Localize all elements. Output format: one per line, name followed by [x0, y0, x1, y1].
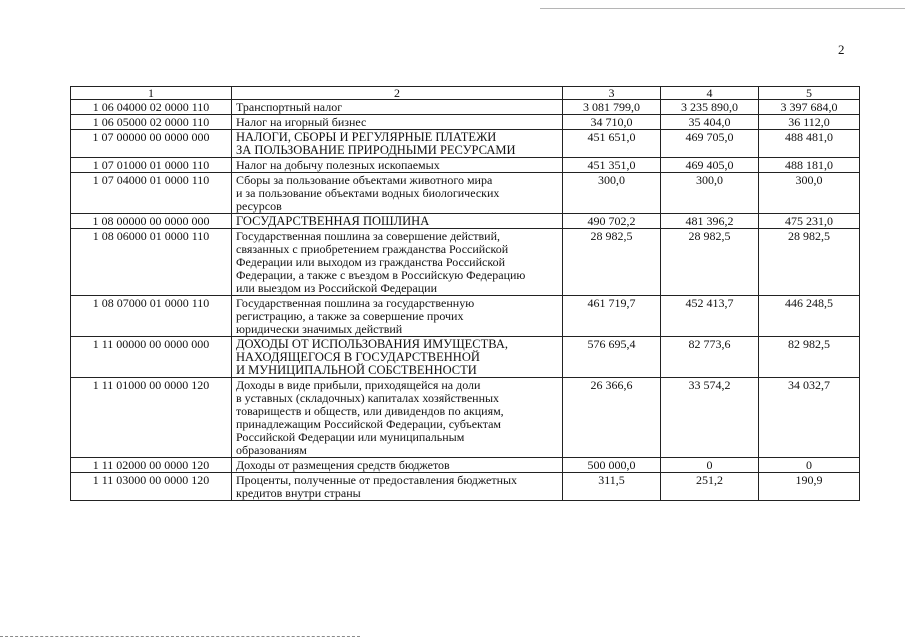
- description-cell: [232, 214, 563, 229]
- amount-cell-col3: 28 982,5: [563, 229, 661, 296]
- description-line: регистрацию, а также за совершение прочих: [236, 309, 464, 323]
- description-line: в уставных (складочных) капиталах хозяйственных: [236, 391, 500, 405]
- description-line: товариществ и обществ, или дивидендов по акциям,: [236, 404, 504, 418]
- amount-cell-col3: 3 081 799,0: [563, 100, 661, 115]
- description-line: И МУНИЦИПАЛЬНОЙ СОБСТВЕННОСТИ: [236, 363, 477, 377]
- description-line: ДОХОДЫ ОТ ИСПОЛЬЗОВАНИЯ ИМУЩЕСТВА,: [236, 337, 508, 351]
- table-row: [71, 158, 860, 173]
- amount-cell-col3: 500 000,0: [563, 458, 661, 473]
- description-cell: [232, 158, 563, 173]
- description-line: Налог на добычу полезных ископаемых: [236, 158, 440, 172]
- description-line: Федерации или выходом из гражданства Российской: [236, 255, 505, 269]
- amount-cell-col5: 3 397 684,0: [759, 100, 860, 115]
- table-row: [71, 229, 860, 296]
- amount-cell-col4: 300,0: [661, 173, 759, 214]
- budget-code-cell: 1 07 04000 01 0000 110: [71, 173, 232, 214]
- amount-cell-col5: 488 481,0: [759, 130, 860, 158]
- description-cell: [232, 296, 563, 337]
- description-line: Налог на игорный бизнес: [236, 115, 367, 129]
- budget-code-cell: 1 11 02000 00 0000 120: [71, 458, 232, 473]
- table-row: [71, 296, 860, 337]
- amount-cell-col3: 490 702,2: [563, 214, 661, 229]
- amount-cell-col3: 451 651,0: [563, 130, 661, 158]
- table-row: [71, 378, 860, 458]
- amount-cell-col3: 34 710,0: [563, 115, 661, 130]
- amount-cell-col3: 311,5: [563, 473, 661, 501]
- table-header-row: [71, 87, 860, 100]
- description-cell: [232, 458, 563, 473]
- description-cell: [232, 229, 563, 296]
- budget-code-cell: 1 08 06000 01 0000 110: [71, 229, 232, 296]
- amount-cell-col3: 451 351,0: [563, 158, 661, 173]
- amount-cell-col5: 488 181,0: [759, 158, 860, 173]
- amount-cell-col4: 3 235 890,0: [661, 100, 759, 115]
- description-line: связанных с приобретением гражданства Российской: [236, 242, 509, 256]
- scan-artifact-line-top: [540, 8, 905, 9]
- amount-cell-col4: 469 705,0: [661, 130, 759, 158]
- amount-cell-col3: 300,0: [563, 173, 661, 214]
- budget-code-cell: 1 07 01000 01 0000 110: [71, 158, 232, 173]
- amount-cell-col5: 36 112,0: [759, 115, 860, 130]
- description-line: НАХОДЯЩЕГОСЯ В ГОСУДАРСТВЕННОЙ: [236, 350, 480, 364]
- description-line: или выездом из Российской Федерации: [236, 281, 437, 295]
- amount-cell-col5: 82 982,5: [759, 337, 860, 378]
- table-row: [71, 130, 860, 158]
- description-line: и за пользование объектами водных биологических: [236, 186, 500, 200]
- amount-cell-col5: 0: [759, 458, 860, 473]
- description-line: Федерации, а также с въездом в Российскую Федерацию: [236, 268, 526, 282]
- description-cell: [232, 378, 563, 458]
- description-line: Доходы от размещения средств бюджетов: [236, 458, 450, 472]
- table-row: [71, 337, 860, 378]
- description-line: ГОСУДАРСТВЕННАЯ ПОШЛИНА: [236, 214, 430, 228]
- description-cell: [232, 473, 563, 501]
- description-cell: [232, 337, 563, 378]
- amount-cell-col5: 300,0: [759, 173, 860, 214]
- description-line: кредитов внутри страны: [236, 486, 361, 500]
- description-line: Проценты, полученные от предоставления бюджетных: [236, 473, 518, 487]
- budget-code-cell: 1 08 00000 00 0000 000: [71, 214, 232, 229]
- column-header-2: 2: [232, 87, 563, 100]
- budget-code-cell: 1 08 07000 01 0000 110: [71, 296, 232, 337]
- amount-cell-col3: 26 366,6: [563, 378, 661, 458]
- budget-code-cell: 1 11 01000 00 0000 120: [71, 378, 232, 458]
- scan-artifact-line-bottom: [0, 636, 360, 637]
- amount-cell-col4: 82 773,6: [661, 337, 759, 378]
- amount-cell-col4: 0: [661, 458, 759, 473]
- budget-code-cell: 1 07 00000 00 0000 000: [71, 130, 232, 158]
- description-line: Транспортный налог: [236, 100, 343, 114]
- amount-cell-col5: 475 231,0: [759, 214, 860, 229]
- amount-cell-col5: 28 982,5: [759, 229, 860, 296]
- description-line: ресурсов: [236, 199, 282, 213]
- description-line: НАЛОГИ, СБОРЫ И РЕГУЛЯРНЫЕ ПЛАТЕЖИ: [236, 130, 497, 144]
- description-line: ЗА ПОЛЬЗОВАНИЕ ПРИРОДНЫМИ РЕСУРСАМИ: [236, 143, 516, 157]
- description-cell: [232, 130, 563, 158]
- description-line: Государственная пошлина за государственную: [236, 296, 475, 310]
- page-number: 2: [838, 42, 845, 57]
- table-row: [71, 458, 860, 473]
- column-header-5: 5: [759, 87, 860, 100]
- amount-cell-col5: 446 248,5: [759, 296, 860, 337]
- amount-cell-col4: 469 405,0: [661, 158, 759, 173]
- column-header-3: 3: [563, 87, 661, 100]
- description-line: Сборы за пользование объектами животного мира: [236, 173, 493, 187]
- amount-cell-col4: 481 396,2: [661, 214, 759, 229]
- table-row: [71, 473, 860, 501]
- budget-revenue-table: [70, 86, 860, 501]
- description-line: образованиям: [236, 443, 307, 457]
- table-body: [71, 87, 860, 501]
- amount-cell-col4: 35 404,0: [661, 115, 759, 130]
- budget-code-cell: 1 11 03000 00 0000 120: [71, 473, 232, 501]
- column-header-4: 4: [661, 87, 759, 100]
- table-row: [71, 115, 860, 130]
- amount-cell-col3: 576 695,4: [563, 337, 661, 378]
- budget-code-cell: 1 11 00000 00 0000 000: [71, 337, 232, 378]
- table-row: [71, 214, 860, 229]
- description-line: юридически значимых действий: [236, 322, 403, 336]
- description-line: Доходы в виде прибыли, приходящейся на доли: [236, 378, 481, 392]
- amount-cell-col4: 251,2: [661, 473, 759, 501]
- description-line: Российской Федерации или муниципальным: [236, 430, 465, 444]
- description-line: принадлежащим Российской Федерации, субъектам: [236, 417, 502, 431]
- description-cell: [232, 100, 563, 115]
- table-row: [71, 173, 860, 214]
- amount-cell-col5: 34 032,7: [759, 378, 860, 458]
- amount-cell-col4: 28 982,5: [661, 229, 759, 296]
- amount-cell-col4: 33 574,2: [661, 378, 759, 458]
- table-row: [71, 100, 860, 115]
- amount-cell-col4: 452 413,7: [661, 296, 759, 337]
- amount-cell-col5: 190,9: [759, 473, 860, 501]
- column-header-1: 1: [71, 87, 232, 100]
- description-cell: [232, 115, 563, 130]
- budget-code-cell: 1 06 05000 02 0000 110: [71, 115, 232, 130]
- description-line: Государственная пошлина за совершение действий,: [236, 229, 501, 243]
- budget-code-cell: 1 06 04000 02 0000 110: [71, 100, 232, 115]
- amount-cell-col3: 461 719,7: [563, 296, 661, 337]
- description-cell: [232, 173, 563, 214]
